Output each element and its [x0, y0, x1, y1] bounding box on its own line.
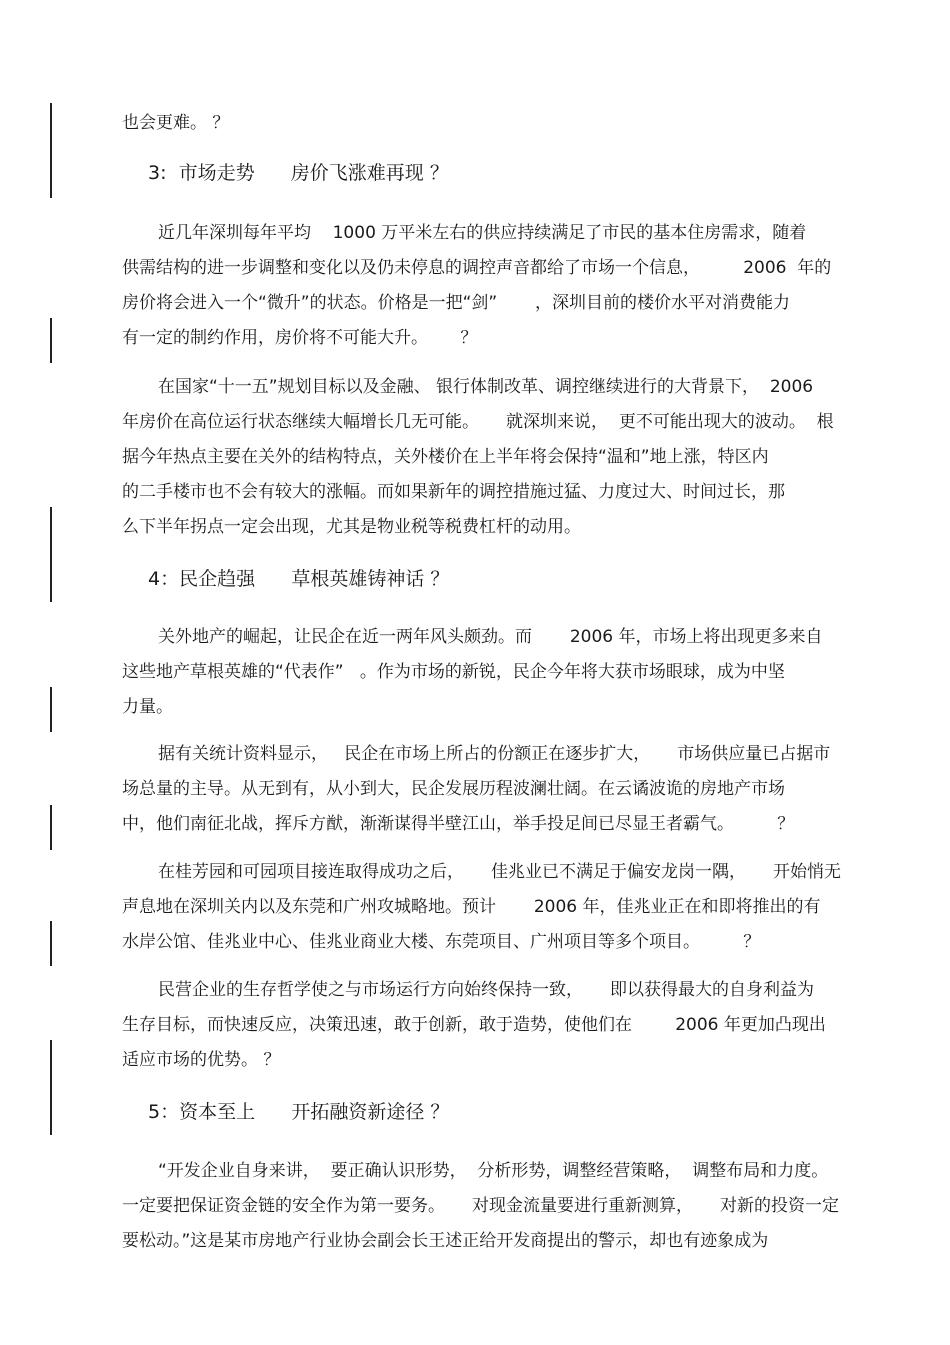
section-heading: 5：资本至上 开拓融资新途径 ？ [148, 1101, 450, 1123]
change-bar [50, 1040, 52, 1135]
text-line: 年房价在高位运行状态继续大幅增长几无可能。 就深圳来说， 更不可能出现大的波动。 根 [122, 412, 834, 432]
text-line: 在桂芳园和可园项目接连取得成功之后， 佳兆业已不满足于偏安龙岗一隅， 开始悄无 [158, 862, 842, 882]
change-bar [50, 507, 52, 602]
text-line: 适应市场的优势。 ？ [122, 1050, 281, 1070]
section-heading: 3: 市场走势 房价飞涨难再现 ？ [148, 162, 449, 184]
text-line: 中，他们南征北战，挥斥方猷，渐渐谋得半壁江山，举手投足间已尽显王者霸气。 ？ [122, 814, 795, 834]
text-line: 的二手楼市也不会有较大的涨幅。而如果新年的调控措施过猛、力度过大、时间过长，那 [122, 482, 785, 502]
text-line: 民营企业的生存哲学使之与市场运行方向始终保持一致， 即以获得最大的自身利益为 [158, 980, 815, 1000]
text-line: 一定要把保证资金链的安全作为第一要务。 对现金流量要进行重新测算， 对新的投资一定 [122, 1196, 840, 1216]
change-bar [50, 103, 52, 198]
change-bar [50, 318, 52, 363]
text-line: 有一定的制约作用，房价将不可能大升。 ？ [122, 328, 478, 348]
text-line: “开发企业自身来讲， 要正确认识形势， 分析形势，调整经营策略， 调整布局和力度。 [158, 1161, 829, 1181]
text-line: 关外地产的崛起，让民企在近一两年风头颇劲。而 2006 年，市场上将出现更多来自 [158, 627, 823, 647]
text-line: 供需结构的进一步调整和变化以及仍未停息的调控声音都给了市场一个信息， 2006 年的 [122, 258, 832, 278]
change-bar [50, 805, 52, 850]
text-line: 房价将会进入一个“微升”的状态。价格是一把“剑” ，深圳目前的楼价水平对消费能力 [122, 293, 791, 313]
text-line: 据今年热点主要在关外的结构特点，关外楼价在上半年将会保持“温和”地上涨，特区内 [122, 447, 769, 467]
text-line: 生存目标，而快速反应，决策迅速，敢于创新，敢于造势，使他们在 2006 年更加凸现出 [122, 1015, 826, 1035]
text-line: 在国家“十一五”规划目标以及金融、 银行体制改革、调控继续进行的大背景下， 2006 [158, 377, 814, 397]
text-line: 声息地在深圳关内以及东莞和广州攻城略地。预计 2006 年，佳兆业正在和即将推出的有 [122, 897, 821, 917]
text-line: 要松动。”这是某市房地产行业协会副会长王述正给开发商提出的警示，却也有迹象成为 [122, 1231, 769, 1251]
change-bar [50, 687, 52, 732]
text-line: 也会更难。 ？ [122, 113, 230, 133]
text-line: 么下半年拐点一定会出现，尤其是物业税等税费杠杆的动用。 [122, 517, 581, 537]
text-line: 近几年深圳每年平均 1000 万平米左右的供应持续满足了市民的基本住房需求，随着 [158, 223, 807, 243]
text-line: 据有关统计资料显示， 民企在市场上所占的份额正在逐步扩大， 市场供应量已占据市 [158, 744, 831, 764]
text-line: 这些地产草根英雄的“代表作” 。作为市场的新锐，民企今年将大获市场眼球，成为中坚 [122, 662, 785, 682]
text-line: 场总量的主导。从无到有，从小到大，民企发展历程波澜壮阔。在云谲波诡的房地产市场 [122, 779, 785, 799]
text-line: 水岸公馆、佳兆业中心、佳兆业商业大楼、东莞项目、广州项目等多个项目。 ？ [122, 932, 761, 952]
section-heading: 4：民企趋强 草根英雄铸神话 ？ [148, 568, 450, 590]
change-bar [50, 921, 52, 966]
text-line: 力量。 [122, 697, 173, 717]
